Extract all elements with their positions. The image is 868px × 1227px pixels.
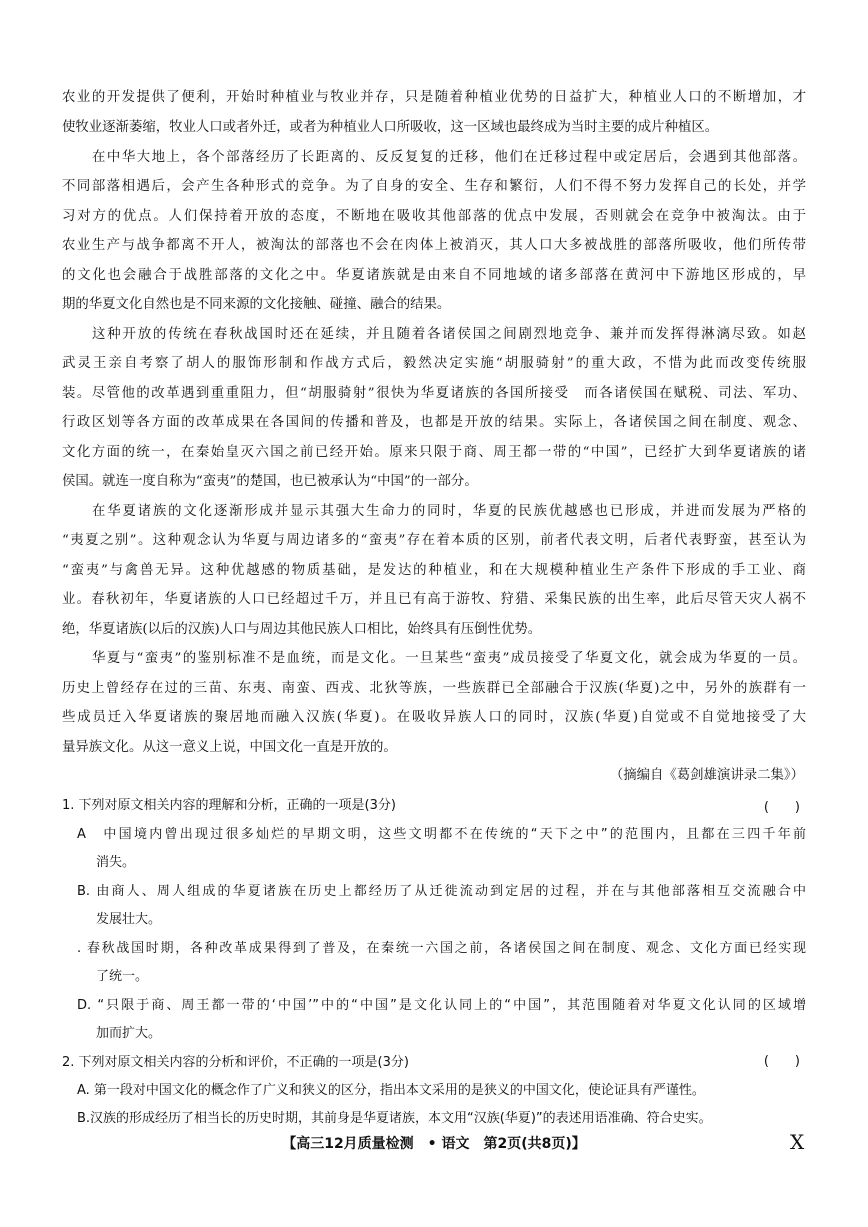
question-1-answer-blank[interactable]: ( ) — [763, 800, 800, 815]
passage-line: 华夏与“蛮夷”的鉴别标准不是血统，而是文化。一旦某些“蛮夷”成员接受了华夏文化，就会成为华夏的一员。 — [92, 651, 806, 666]
question-1-option-b-cont: 发展壮大。 — [96, 912, 162, 927]
passage-line: 武灵王亲自考察了胡人的服饰形制和作战方式后，毅然决定实施“胡服骑射”的重大政，不惜为此而改变传统服 — [62, 356, 806, 371]
passage-line: 装。尽管他的改革遇到重重阻力，但“胡服骑射”很快为华夏诸族的各国所接受 而各诸侯国在赋税、司法、军功、 — [62, 386, 806, 401]
question-1-option-b: B. 由商人、周人组成的华夏诸族在历史上都经历了从迁徙流动到定居的过程，并在与其他部落相互交流融合中 — [77, 884, 806, 899]
passage-line: 使牧业逐渐萎缩，牧业人口或者外迁，或者为种植业人口所吸收，这一区域也最终成为当时主要的成片种植区。 — [62, 120, 719, 135]
passage-line: “夷夏之别”。这种观念认为华夏与周边诸多的“蛮夷”存在着本质的区别，前者代表文明，后者代表野蛮，甚至认为 — [62, 533, 806, 548]
passage-line: 农业的开发提供了便利，开始时种植业与牧业并存，只是随着种植业优势的日益扩大，种植业人口的不断增加，才 — [62, 90, 806, 105]
passage-line: 业。春秋初年，华夏诸族的人口已经超过千万，并且已有高于游牧、狩猎、采集民族的出生率，此后尽管天灾人祸不 — [62, 592, 806, 607]
passage-line: 历史上曾经存在过的三苗、东夷、南蛮、西戎、北狄等族，一些族群已全部融合于汉族(华夏)之中，另外的族群有一 — [62, 681, 806, 696]
question-1-stem: 1. 下列对原文相关内容的理解和分析，正确的一项是(3分) — [62, 798, 396, 813]
question-1-option-d: D. “只限于商、周王都一带的‘中国’”中的“中国”是文化认同上的“中国”，其范围随着对华夏文化认同的区域增 — [77, 998, 806, 1013]
passage-line: 在华夏诸族的文化逐渐形成并显示其强大生命力的同时，华夏的民族优越感也已形成，并进而发展为严格的 — [92, 504, 806, 519]
question-2-answer-blank[interactable]: ( ) — [763, 1054, 800, 1069]
passage-line: 习对方的优点。人们保持着开放的态度，不断地在吸收其他部落的优点中发展，否则就会在竞争中被淘汰。由于 — [62, 209, 806, 224]
passage-line: 农业生产与战争都离不开人，被淘汰的部落也不会在肉体上被消灭，其人口大多被战胜的部落所吸收，他们所传带 — [62, 238, 806, 253]
question-1-option-c-cont: 了统一。 — [96, 969, 149, 984]
passage-line: 期的华夏文化自然也是不同来源的文化接触、碰撞、融合的结果。 — [62, 297, 451, 312]
passage-line: 些成员迁入华夏诸族的聚居地而融入汉族(华夏)。在吸收异族人口的同时，汉族(华夏)自觉或不自觉地接受了大 — [62, 710, 806, 725]
passage-line: 绝，华夏诸族(以后的汉族)人口与周边其他民族人口相比，始终具有压倒性优势。 — [62, 622, 542, 637]
passage-line: 的文化也会融合于战胜部落的文化之中。华夏诸族就是由来自不同地域的诸多部落在黄河中下游地区形成的，早 — [62, 268, 806, 283]
page-footer: 【高三12月质量检测 • 语文 第2页(共8页)】 — [282, 1136, 586, 1152]
passage-line: 这种开放的传统在春秋战国时还在延续，并且随着各诸侯国之间剧烈地竞争、兼并而发挥得淋漓尽致。如赵 — [92, 327, 806, 342]
passage-line: “蛮夷”与禽兽无异。这种优越感的物质基础，是发达的种植业，和在大规模种植业生产条件下形成的手工业、商 — [62, 563, 806, 578]
passage-line: 侯国。就连一度自称为“蛮夷”的楚国，也已被承认为“中国”的一部分。 — [62, 474, 478, 489]
question-1-option-a-cont: 消失。 — [96, 855, 136, 870]
passage-line: 行政区划等各方面的改革成果在各国间的传播和普及，也都是开放的结果。实际上，各诸侯国之间在制度、观念、 — [62, 415, 806, 430]
question-2-stem: 2. 下列对原文相关内容的分析和评价，不正确的一项是(3分) — [62, 1055, 409, 1070]
source-citation: （摘编自《葛剑雄演讲录二集》） — [609, 768, 804, 783]
passage-line: 文化方面的统一，在秦始皇灭六国之前已经开始。原来只限于商、周王都一带的“中国”，已经扩大到华夏诸族的诸 — [62, 445, 806, 460]
passage-line: 在中华大地上，各个部落经历了长距离的、反反复复的迁移，他们在迁移过程中或定居后，会遇到其他部落。 — [92, 150, 806, 165]
question-1-option-a: A 中国境内曾出现过很多灿烂的早期文明，这些文明都不在传统的“天下之中”的范围内，且都在三四千年前 — [77, 827, 806, 842]
question-1-option-d-cont: 加而扩大。 — [96, 1026, 162, 1041]
passage-line: 不同部落相遇后，会产生各种形式的竞争。为了自身的安全、生存和繁衍，人们不得不努力发挥自己的长处，并学 — [62, 179, 806, 194]
footer-mark: X — [790, 1130, 805, 1154]
question-2-option-a: A. 第一段对中国文化的概念作了广义和狭义的区分，指出本文采用的是狭义的中国文化，使论证具有严谨性。 — [77, 1083, 705, 1098]
question-1-option-c: . 春秋战国时期，各种改革成果得到了普及，在秦统一六国之前，各诸侯国之间在制度、观念、文化方面已经实现 — [77, 941, 806, 956]
passage-line: 量异族文化。从这一意义上说，中国文化一直是开放的。 — [62, 740, 397, 755]
question-2-option-b: B.汉族的形成经历了相当长的历史时期，其前身是华夏诸族，本文用“汉族(华夏)”的表述用语准确、符合史实。 — [77, 1111, 712, 1126]
